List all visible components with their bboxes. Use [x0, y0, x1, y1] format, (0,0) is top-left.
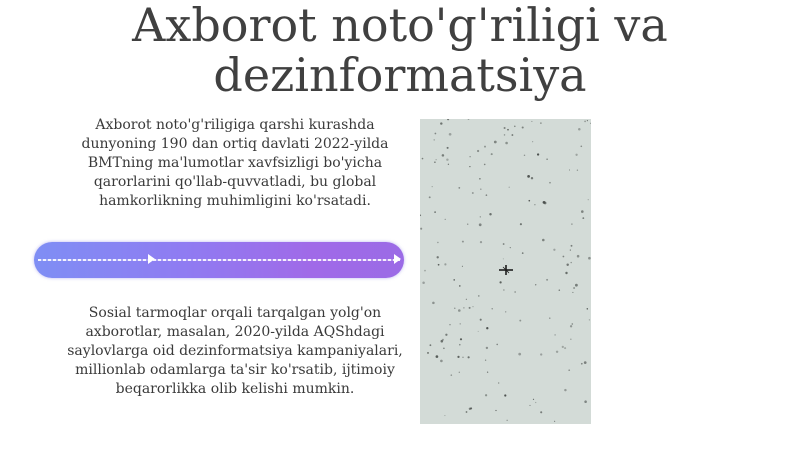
speckle: [422, 158, 424, 160]
speckle: [559, 289, 561, 291]
speckle: [511, 134, 513, 136]
speckle: [531, 121, 532, 122]
speckle: [487, 372, 488, 373]
speckle: [578, 128, 581, 131]
speckle: [462, 241, 464, 243]
speckle: [466, 299, 467, 300]
speckle: [424, 270, 426, 272]
page-title-line-1: Axborot noto'g'riligi va: [132, 0, 668, 52]
speckle: [529, 405, 530, 406]
speckle: [420, 215, 421, 217]
speckle: [507, 420, 508, 421]
speckle: [587, 308, 588, 309]
speckle: [514, 291, 515, 292]
speckle: [575, 284, 578, 287]
speckle: [449, 324, 451, 326]
speckle: [577, 170, 578, 171]
speckle: [434, 139, 435, 140]
speckle: [460, 323, 461, 324]
decorative-divider: [34, 242, 404, 278]
speckle: [435, 133, 437, 135]
speckle: [503, 289, 504, 290]
photo-canvas: [420, 119, 591, 424]
speckle: [494, 141, 497, 144]
speckle: [564, 389, 566, 391]
speckle: [503, 243, 505, 245]
speckle: [432, 186, 433, 187]
speckle: [503, 258, 504, 259]
speckle: [458, 309, 461, 312]
speckle: [527, 175, 530, 178]
speckle: [571, 323, 573, 325]
speckle: [469, 156, 470, 157]
speckle: [440, 360, 443, 363]
speckle: [469, 307, 471, 309]
speckle: [434, 161, 436, 163]
speckle: [453, 279, 455, 281]
speckle: [449, 133, 452, 136]
speckle: [459, 285, 461, 287]
speckle: [575, 154, 577, 156]
speckle: [480, 188, 482, 190]
speckle: [484, 146, 486, 148]
speckle: [540, 353, 542, 355]
speckle: [563, 256, 565, 258]
speckle: [429, 344, 431, 346]
speckle: [459, 344, 461, 346]
page-title-line-2: dezinformatsiya: [213, 48, 587, 102]
speckle: [457, 356, 459, 358]
speckle: [571, 245, 573, 247]
speckle: [472, 192, 474, 194]
speckle: [584, 361, 587, 364]
speckle: [524, 155, 525, 156]
speckle: [519, 320, 521, 322]
speckle: [584, 400, 587, 403]
speckle: [469, 408, 471, 410]
speckle: [581, 363, 583, 365]
speckle: [589, 319, 590, 320]
speckle: [451, 374, 453, 376]
speckle: [509, 187, 510, 188]
speckle: [510, 247, 511, 248]
speckle: [582, 217, 584, 219]
speckle: [535, 284, 536, 285]
speckle: [504, 394, 506, 396]
speckle: [537, 153, 539, 155]
speckle: [572, 292, 573, 293]
speckle: [507, 129, 509, 131]
speckle: [478, 331, 479, 332]
speckle: [498, 382, 499, 383]
speckle: [460, 338, 462, 340]
speckle: [442, 339, 444, 341]
speckle: [458, 187, 460, 189]
speckle: [540, 411, 542, 413]
speckle: [533, 399, 534, 400]
speckle: [477, 150, 479, 152]
speckle: [588, 257, 591, 260]
divider-arrow-icon: [148, 254, 155, 264]
speckle: [566, 263, 568, 265]
speckle: [467, 223, 468, 224]
speckle: [446, 158, 448, 160]
speckle: [571, 223, 572, 224]
speckle: [546, 158, 547, 159]
speckle: [549, 182, 551, 184]
speckle: [562, 346, 564, 348]
speckle: [468, 119, 470, 120]
speckle: [518, 353, 521, 356]
speckle: [553, 249, 555, 251]
speckle: [570, 250, 571, 251]
speckle: [437, 256, 439, 258]
speckle: [546, 279, 548, 281]
speckle: [422, 282, 425, 285]
speckle: [478, 295, 480, 297]
speckle: [440, 122, 442, 124]
speckle: [495, 410, 496, 411]
speckle: [489, 213, 491, 215]
speckle: [480, 241, 482, 243]
speckle: [438, 264, 440, 266]
speckle: [535, 402, 536, 403]
speckle: [486, 347, 488, 349]
airplane-sky-image: [420, 119, 591, 424]
speckle: [436, 159, 437, 160]
speckle: [570, 325, 572, 327]
speckle: [462, 357, 463, 358]
speckle: [505, 311, 506, 312]
speckle: [590, 123, 591, 124]
speckle: [454, 308, 455, 309]
speckle: [491, 308, 492, 309]
speckle: [472, 306, 473, 307]
speckle: [480, 319, 482, 321]
speckle: [434, 211, 436, 213]
speckle: [505, 142, 508, 145]
speckle: [469, 166, 470, 167]
speckle: [532, 141, 533, 142]
speckle: [437, 242, 438, 243]
paragraph-un-cooperation: Axborot noto'g'riligiga qarshi kurashda dunyoning 190 dan ortiq davlati 2022-yilda BMTning ma'lumotlar xavfsizligi bo'yicha qarorlarini qo'llab-quvvatladi, bu global hamkorlikning muhimligini ko'rsatadi.: [81, 117, 389, 209]
speckle: [445, 219, 446, 220]
speckle: [569, 170, 570, 171]
speckle: [479, 223, 482, 226]
speckle: [429, 196, 431, 198]
speckle: [573, 287, 575, 289]
speckle: [584, 121, 586, 123]
speckle: [514, 126, 516, 128]
speckle: [443, 347, 445, 349]
speckle: [462, 266, 463, 267]
speckle: [549, 317, 550, 318]
speckle: [484, 164, 486, 166]
speckle: [491, 153, 493, 155]
speckle: [468, 356, 470, 358]
speckle: [554, 334, 556, 336]
speckle: [479, 178, 481, 180]
airplane-icon: [499, 265, 513, 275]
speckle: [420, 228, 422, 230]
speckle: [447, 147, 449, 149]
speckle: [522, 126, 524, 128]
speckle: [427, 352, 429, 354]
speckle: [463, 307, 464, 308]
paragraph-social-media: Sosial tarmoqlar orqali tarqalgan yolg'on axborotlar, masalan, 2020-yilda AQShdagi saylovlarga oid dezinformatsiya kampaniyalari, millionlab odamlarga ta'sir ko'rsatib, ijtimoiy beqarorlikka olib kelishi mumkin.: [67, 305, 403, 397]
speckle: [554, 421, 555, 422]
speckle: [522, 252, 524, 254]
speckle: [528, 200, 530, 202]
speckle: [520, 223, 522, 225]
speckle: [442, 154, 445, 157]
speckle: [504, 134, 506, 136]
speckle: [587, 120, 588, 121]
speckle: [565, 272, 567, 274]
speckle: [580, 145, 582, 147]
speckle: [564, 347, 566, 349]
divider-arrow-end-icon: [394, 254, 401, 264]
speckle: [485, 394, 487, 396]
speckle: [486, 327, 488, 329]
speckle: [447, 119, 449, 120]
speckle: [577, 255, 580, 258]
speckle: [432, 302, 435, 305]
speckle: [581, 210, 584, 213]
speckle: [448, 164, 449, 165]
speckle: [445, 334, 447, 336]
speckle: [504, 127, 506, 129]
speckle: [542, 239, 545, 242]
speckle: [540, 122, 541, 123]
speckle: [570, 339, 571, 340]
speckle: [485, 360, 486, 361]
speckle: [436, 355, 439, 358]
speckle: [444, 263, 446, 265]
speckle: [486, 194, 488, 196]
speckle: [499, 281, 501, 283]
speckle: [466, 411, 468, 413]
speckle: [568, 369, 570, 371]
speckle: [531, 177, 533, 179]
speckle: [496, 344, 498, 346]
speckle: [588, 199, 589, 200]
speckle: [444, 415, 445, 416]
page-title: [0, 0, 800, 100]
speckle: [480, 216, 481, 217]
speckle: [556, 351, 558, 353]
divider-dashed-line: [38, 259, 400, 261]
speckle: [543, 201, 546, 204]
speckle: [459, 372, 460, 373]
speckle: [534, 204, 535, 205]
speckle: [570, 262, 571, 263]
